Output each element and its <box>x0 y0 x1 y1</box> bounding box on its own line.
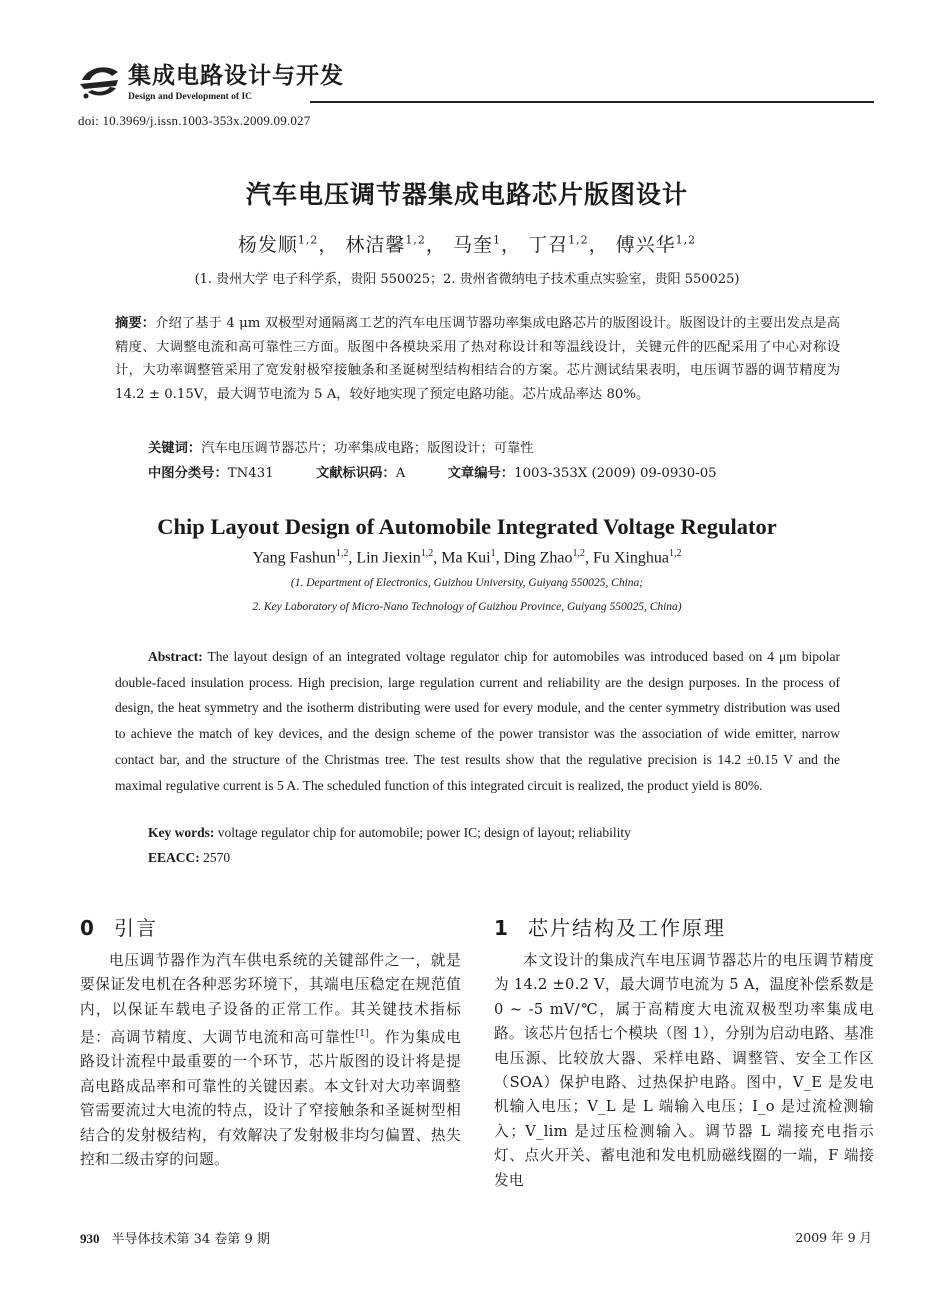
section-heading-introduction <box>80 912 158 941</box>
abstract-text-cn: 介绍了基于 4 μm 双极型对通隔离工艺的汽车电压调节器功率集成电路芯片的版图设计。版图设计的主要出发点是高精度、大调整电流和高可靠性三方面。版图中各模块采用了热对称设计和等温线设计，关键元件的匹配采用了中心对称设计，大功率调整管采用了宽发射极窄接触条和圣诞树型结构相结合的方案。芯片测试结果表明，电压调节器的调节精度为 14.2 ± 0.15V，最大调节电流为 5 A，较好地实现了预定电路功能。芯片成品率达 80%。 <box>115 316 841 402</box>
paragraph-text: 。作为集成电路设计流程中最重要的一个环节，芯片版图的设计将是提高电路成品率和可靠性的关键因素。本文针对大功率调整管需要流过大电流的特点，设计了窄接触条和圣诞树型相结合的发射极结构，有效解决了发射极非均匀偏置、热失控和二级击穿的问题。 <box>80 1029 461 1169</box>
authors-cn <box>0 230 934 257</box>
eeacc-line <box>148 847 838 869</box>
abstract-label-cn: 摘要： <box>115 316 156 331</box>
doccode-label: 文献标识码： <box>315 466 396 481</box>
keywords-text-en: voltage regulator chip for automobile; power IC; design of layout; reliability <box>214 825 631 840</box>
section-number: 1 <box>494 916 510 940</box>
article-number-value: 1003-353X (2009) 09-0930-05 <box>514 466 717 481</box>
keywords-label-cn: 关键词： <box>148 441 202 456</box>
author-separator: ， <box>425 234 446 256</box>
author-name: Lin Jiexin <box>356 549 421 567</box>
page-number: 930 <box>80 1231 100 1246</box>
doccode-value: A <box>395 466 406 481</box>
abstract-text-en: The layout design of an integrated voltage regulator chip for automobiles was introduced based on 4 μm bipolar double-faced insulation process. High precision, large regulation current and reliability are the design purposes. In the process of design, the heat symmetry and the isotherm distributing were used for every module, and the center symmetry distribution was used to achieve the match of key devices, and the design scheme of the power transistor was the association of wide emitter, narrow contact bar, and the structure of the Christmas tree. The test results show that the regulative precision is 14.2 ±0.15 V and the maximal regulative current is 5 A. The scheduled function of this integrated circuit is realized, the product yield is 80%. <box>115 649 840 793</box>
abstract-cn <box>115 312 840 406</box>
author-affil-mark: 1,2 <box>572 548 585 559</box>
author-name: 马奎 <box>452 234 493 256</box>
author-name: Yang Fashun <box>252 549 336 567</box>
author-affil-mark: 1 <box>490 548 496 559</box>
author-name: Fu Xinghua <box>592 549 669 567</box>
author-separator: ， <box>588 234 609 256</box>
author-affil-mark: 1,2 <box>568 233 589 247</box>
body-column-right <box>494 949 874 1193</box>
author-affil-mark: 1,2 <box>668 548 682 559</box>
keywords-en <box>148 822 838 844</box>
author-affil-mark: 1 <box>493 233 501 247</box>
abstract-en <box>115 644 840 798</box>
section-title: 芯片结构及工作原理 <box>528 916 726 940</box>
eeacc-value: 2570 <box>199 850 231 865</box>
issue-date: 2009 年 9 月 <box>795 1230 872 1245</box>
class-label: 中图分类号： <box>148 466 228 481</box>
article-number-label: 文章编号： <box>447 466 515 481</box>
eeacc-label: EEACC: <box>148 850 200 865</box>
author-affil-mark: 1,2 <box>405 233 426 247</box>
author-separator: , <box>348 549 357 567</box>
abstract-label-en: Abstract: <box>148 649 203 664</box>
author-separator: , <box>433 549 442 567</box>
section-title: 引言 <box>114 916 158 940</box>
paragraph-text: 电压调节器作为汽车供电系统的关键部件之一，就是要保证发电机在各种恶劣环境下，其端电压稳定在规范值内，以保证车载电子设备的正常工作。其关键技术指标是：高调节精度、大调节电流和高可靠性 <box>80 952 461 1047</box>
author-name: 杨发顺 <box>237 234 298 256</box>
journal-name-en: Design and Development of IC <box>128 92 253 102</box>
classification-line <box>148 463 838 485</box>
header-rule <box>310 101 874 103</box>
author-name: 丁召 <box>528 234 569 256</box>
citation-ref: [1] <box>355 1029 370 1040</box>
keywords-cn <box>148 438 838 460</box>
journal-name: 集成电路设计与开发 <box>128 63 344 89</box>
journal-logo-icon <box>78 62 122 100</box>
journal-issue: 半导体技术第 34 卷第 9 期 <box>111 1232 270 1247</box>
author-name: Ma Kui <box>441 549 491 567</box>
doi-line: doi: 10.3969/j.issn.1003-353x.2009.09.027 <box>78 113 311 128</box>
section-number: 0 <box>80 916 96 940</box>
author-separator: , <box>495 549 504 567</box>
authors-en <box>0 548 934 567</box>
author-separator: ， <box>501 234 522 256</box>
paper-title-en: Chip Layout Design of Automobile Integrated Voltage Regulator <box>157 514 777 539</box>
author-affil-mark: 1,2 <box>335 548 349 559</box>
class-value: TN431 <box>227 466 274 481</box>
affiliation-en-2: 2. Key Laboratory of Micro-Nano Technology of Guizhou Province, Guiyang 550025, China) <box>252 601 682 613</box>
page-footer-left <box>80 1228 270 1247</box>
author-name: 傅兴华 <box>615 234 676 256</box>
author-name: 林洁馨 <box>345 234 406 256</box>
affiliation-cn: (1. 贵州大学 电子科学系，贵阳 550025；2. 贵州省微纳电子技术重点实验室，贵阳 550025) <box>194 272 740 287</box>
author-separator: , <box>584 549 593 567</box>
affiliation-en-1: (1. Department of Electronics, Guizhou University, Guiyang 550025, China; <box>290 577 644 589</box>
paper-title-cn: 汽车电压调节器集成电路芯片版图设计 <box>245 180 688 209</box>
keywords-label-en: Key words: <box>148 825 215 840</box>
author-separator: ， <box>318 234 339 256</box>
author-affil-mark: 1,2 <box>297 233 319 247</box>
section-heading-chip-structure <box>494 912 726 941</box>
author-affil-mark: 1,2 <box>675 233 697 247</box>
keywords-text-cn: 汽车电压调节器芯片；功率集成电路；版图设计；可靠性 <box>201 441 534 456</box>
author-name: Ding Zhao <box>503 549 573 567</box>
body-column-left <box>80 949 461 1173</box>
author-affil-mark: 1,2 <box>420 548 434 559</box>
paragraph-text: 本文设计的集成汽车电压调节器芯片的电压调节精度为 14.2 ±0.2 V，最大调节电流为 5 A，温度补偿系数是 0 ~ -5 mV/℃，属于高精度大电流双极型功率集成电路。该芯片包括七个模块（图 1），分别为启动电路、基准电压源、比较放大器、采样电路、调整管、安全工作区（SOA）保护电路、过热保护电路。图中，V_E 是发电机输入电压；V_L 是 L 端输入电压；I_o 是过流检测输入；V_lim 是过压检测输入。调节器 L 端接充电指示灯、点火开关、蓄电池和发电机励磁线圈的一端，F 端接发电 <box>494 952 874 1189</box>
